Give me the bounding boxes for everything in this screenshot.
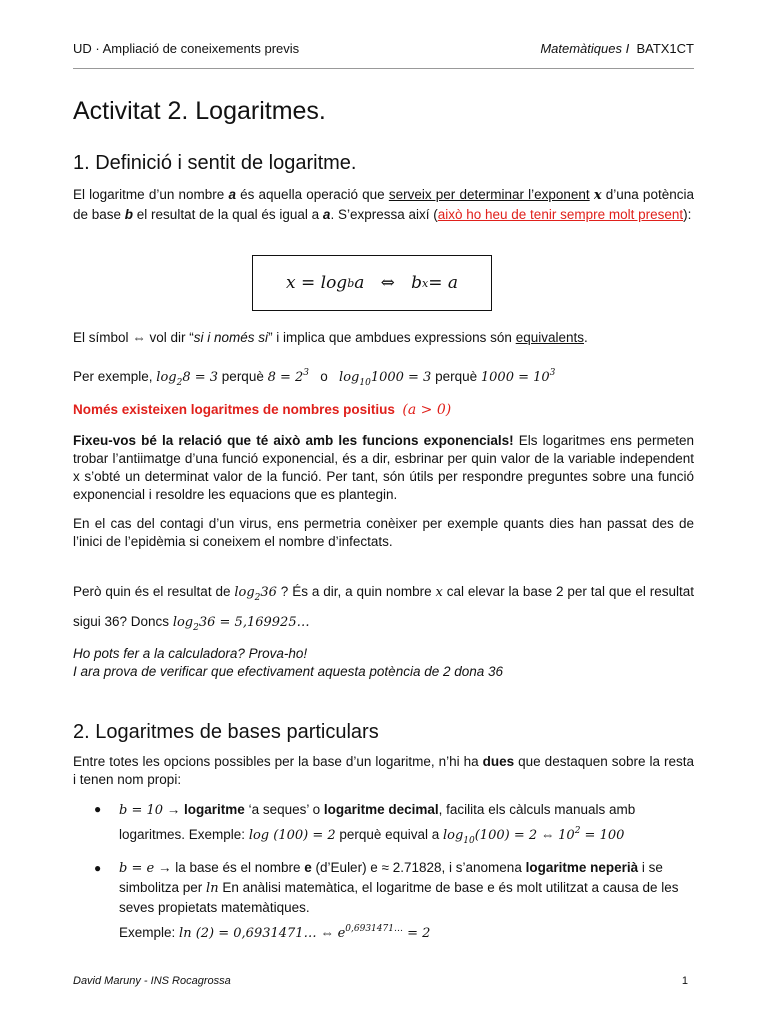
page-number: 1	[681, 975, 688, 987]
page-title: Activitat 2. Logaritmes.	[73, 97, 326, 125]
var-b: b	[124, 207, 134, 222]
bullet-neperian	[119, 858, 694, 943]
text: cal elevar la base 2 per tal que el resultat sigui 36? Doncs	[73, 584, 694, 629]
exponential-paragraph	[73, 432, 694, 504]
italic-line: Ho pots fer a la calculadora? Prova-ho!	[73, 646, 308, 661]
bold-text: logaritme	[184, 802, 245, 817]
italic-text: si i només si	[193, 330, 269, 345]
condition: b = e	[119, 861, 155, 876]
bold-text: dues	[482, 754, 515, 769]
bold-text: Fixeu-vos bé la relació que té això amb les funcions exponencials!	[73, 433, 514, 448]
text: Però quin és el resultat de	[73, 584, 235, 599]
superscript: 3	[303, 368, 310, 378]
virus-paragraph: En el cas del contagi d’un virus, ens permetria conèixer per exemple quants dies han passat des de l’inici de l’epidèmia si coneixem el nombre d’infectats.	[73, 516, 694, 549]
log: log	[234, 585, 255, 600]
text: la base és el nombre	[175, 860, 305, 875]
text: ):	[683, 207, 692, 222]
var-a: a	[228, 187, 236, 202]
text: perquè	[218, 369, 268, 384]
text: , facilita els càlculs manuals amb logaritmes. Exemple:	[119, 802, 636, 842]
bold-text: e	[304, 860, 312, 875]
math-expr	[339, 370, 432, 388]
math-expr	[442, 828, 538, 846]
expr: 10	[558, 828, 575, 843]
header-left: UD · Ampliació de coneixements previs	[73, 41, 300, 56]
math-expr: log (100) = 2	[248, 828, 336, 843]
math-expr	[338, 926, 431, 941]
formula-lhs: x = log	[286, 273, 348, 293]
footer-author: David Maruny - INS Rocagrossa	[73, 975, 231, 987]
math-expr: ln (2) = 0,6931471…	[179, 926, 317, 941]
math-expr	[172, 615, 310, 633]
text: Entre totes les opcions possibles per la base d’un logaritme, n’hi ha	[73, 754, 483, 769]
arrow: →	[163, 802, 185, 817]
text: Exemple:	[119, 925, 180, 940]
text: .	[584, 330, 588, 345]
text: perquè	[431, 369, 481, 384]
definition-paragraph	[73, 185, 694, 224]
bullet-dot: ●	[94, 802, 102, 816]
subscript: 10	[359, 378, 371, 388]
text: El logaritme d’un nombre	[73, 187, 229, 202]
text: ? És a dir, a quin nombre	[276, 584, 436, 599]
subscript: 2	[254, 593, 261, 603]
red-bold-text: Només existeixen logaritmes de nombres positius	[73, 402, 395, 417]
formula-rhs-eq: = a	[428, 273, 458, 293]
neperian-example	[119, 920, 694, 943]
question-paragraph	[73, 580, 694, 640]
section2-heading: 2. Logaritmes de bases particulars	[73, 721, 379, 743]
text: el resultat de la qual és igual a	[133, 207, 323, 222]
arrow: →	[154, 860, 176, 875]
expr: e	[337, 926, 346, 941]
math-expr	[558, 828, 624, 843]
bold-text: logaritme neperià	[525, 860, 639, 875]
var-x: x	[593, 188, 602, 203]
log: log	[339, 370, 360, 385]
text: ” i implica que ambdues expressions són	[268, 330, 516, 345]
iff-symbol: ⇔	[380, 273, 395, 293]
text: perquè equival a	[335, 827, 443, 842]
iff-symbol: ⇔	[537, 827, 559, 842]
subscript: 2	[176, 378, 183, 388]
underlined-text: serveix per determinar l’exponent	[388, 187, 590, 202]
superscript: 2	[574, 826, 581, 836]
formula-rhs-exp: x	[421, 276, 429, 290]
expr: 1000 = 3	[370, 370, 432, 385]
text: El símbol ⇔ vol dir “	[73, 330, 194, 345]
expr: = 100	[580, 828, 625, 843]
expr: 1000 = 10	[480, 370, 550, 385]
formula-box	[252, 255, 492, 311]
text: és aquella operació que	[235, 187, 389, 202]
formula-arg: a	[354, 273, 365, 293]
text: . S’expressa així (	[330, 207, 438, 222]
red-note: això ho heu de tenir sempre molt present	[437, 207, 684, 222]
var-a: a	[322, 207, 331, 222]
log: log	[442, 828, 464, 843]
header-subject: Matemàtiques I	[540, 41, 630, 56]
bullet-decimal	[119, 799, 694, 852]
expr: 36 = 5,169925…	[198, 615, 310, 630]
section1-heading: 1. Definició i sentit de logaritme.	[73, 152, 357, 174]
text: i se simbolitza per	[119, 860, 663, 895]
expr: (100) = 2	[474, 828, 538, 843]
calculator-note	[73, 645, 694, 681]
expr: 8 = 2	[267, 370, 304, 385]
expr: 36	[260, 585, 277, 600]
formula-rhs-base: b	[411, 273, 422, 293]
formula-base: b	[347, 276, 355, 290]
text: En anàlisi matemàtica, el logaritme de base e és molt utilitzat a causa de les seves propietats matemàtiques.	[119, 880, 679, 915]
expr: 8 = 3	[182, 370, 219, 385]
math-expr	[481, 370, 556, 385]
condition: (a > 0)	[402, 402, 452, 418]
var-x: x	[435, 585, 443, 600]
text: (d’Euler) e ≈ 2.71828, i s’anomena	[311, 860, 526, 875]
math-expr	[234, 585, 277, 603]
header-class: BATX1CT	[636, 41, 694, 56]
iff-symbol: ⇔	[316, 925, 338, 940]
superscript: 0,6931471…	[345, 924, 403, 934]
expr: = 2	[402, 926, 431, 941]
subscript: 10	[463, 836, 475, 846]
italic-line: I ara prova de verificar que efectivament aquesta potència de 2 dona 36	[73, 664, 504, 679]
text: ‘a seques’ o	[244, 802, 324, 817]
iff-paragraph	[73, 328, 694, 347]
bullet-dot: ●	[94, 861, 102, 875]
underlined-text: equivalents	[515, 330, 584, 345]
log: log	[172, 615, 194, 630]
text: d’una potència de base	[73, 187, 694, 222]
math-expr: ln	[206, 881, 219, 896]
text: Per exemple,	[73, 369, 157, 384]
bold-text: logaritme decimal	[323, 802, 439, 817]
text: Els logaritmes ens permeten trobar l’antiimatge d’una funció exponencial, és a dir, esbrinar per quin valor de la variable independent x s’obté un determinat valor de la funció. Per tant, són útils per respondre preguntes sobre una funció exponencial i resoldre les equacions que es plantegin.	[73, 433, 695, 502]
bases-intro	[73, 753, 694, 789]
condition: b = 10	[119, 803, 164, 818]
math-expr	[268, 370, 309, 385]
positive-note	[73, 400, 694, 420]
header-right	[540, 41, 694, 56]
header-divider	[73, 68, 694, 69]
superscript: 3	[549, 368, 556, 378]
example-line	[73, 364, 694, 393]
math-expr	[156, 370, 219, 388]
text: o	[309, 369, 340, 384]
text: que destaquen sobre la resta i tenen nom propi:	[73, 754, 695, 787]
subscript: 2	[193, 623, 199, 633]
log: log	[156, 370, 177, 385]
